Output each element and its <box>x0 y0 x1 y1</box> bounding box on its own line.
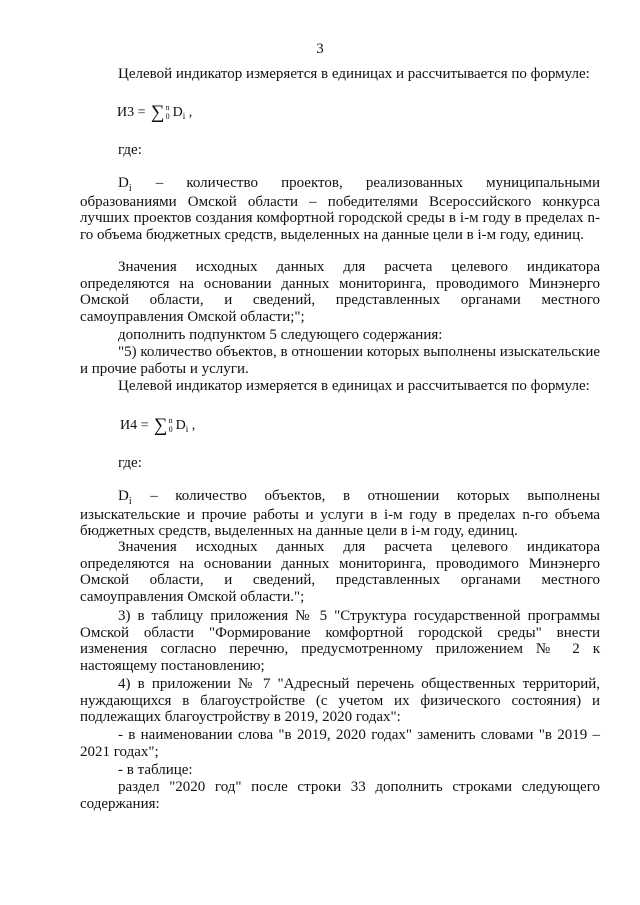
where-label-2: где: <box>118 455 142 471</box>
paragraph-rename-dash: - в наименовании слова "в 2019, 2020 годах" заменить словами "в 2019 – 2021 годах"; <box>80 727 600 760</box>
where-label-1: где: <box>118 142 142 158</box>
definition-di-objects <box>80 488 600 540</box>
formula-subscript: i <box>185 424 189 434</box>
sum-symbol: ∑ <box>154 415 168 436</box>
formula-tail: , <box>188 418 196 433</box>
paragraph-indicator-intro-2: Целевой индикатор измеряется в единицах и рассчитывается по формуле: <box>118 378 590 394</box>
formula-i3 <box>117 102 192 122</box>
paragraph-indicator-intro-1: Целевой индикатор измеряется в единицах и рассчитывается по формуле: <box>118 66 590 82</box>
formula-lhs: И4 = <box>120 418 153 433</box>
sum-limits <box>169 416 173 434</box>
definition-subscript: i <box>128 496 132 507</box>
sum-upper-limit: n <box>168 415 173 425</box>
formula-variable: D <box>172 105 183 120</box>
definition-symbol: D <box>118 175 129 191</box>
formula-subscript: i <box>182 111 186 121</box>
paragraph-section-2020: раздел "2020 год" после строки 33 дополнить строками следующего содержания: <box>80 779 600 812</box>
paragraph-add-subitem: дополнить подпунктом 5 следующего содержания: <box>118 327 443 343</box>
definition-text: – количество проектов, реализованных муниципальными образованиями Омской области – победителями Всероссийского конкурса лучших проектов создания комфортной городской среды в i-м году в пределах n-го объема бюджетных средств, выделенных на данные цели в i-м году, единиц. <box>80 175 600 243</box>
sum-limits <box>166 103 170 121</box>
sum-symbol: ∑ <box>151 102 165 123</box>
sum-lower-limit: 0 <box>165 111 170 121</box>
definition-symbol: D <box>118 488 129 504</box>
sum-upper-limit: n <box>165 102 170 112</box>
formula-tail: , <box>185 105 193 120</box>
page-number: 3 <box>316 41 324 57</box>
formula-variable: D <box>175 418 186 433</box>
definition-text: – количество объектов, в отношении которых выполнены изыскательские и прочие работы и услуги в i-м году в пределах n-го объема бюджетных средств, выделенных на данные цели в i-м году, единиц. <box>80 488 600 540</box>
definition-di-projects <box>80 175 600 243</box>
sum-lower-limit: 0 <box>168 424 173 434</box>
paragraph-subitem-5: "5) количество объектов, в отношении которых выполнены изыскательские и прочие работы и услуги. <box>80 344 600 377</box>
formula-i4 <box>120 415 195 435</box>
paragraph-table-dash: - в таблице: <box>118 762 193 778</box>
definition-subscript: i <box>128 183 132 194</box>
formula-lhs: И3 = <box>117 105 150 120</box>
paragraph-item-4: 4) в приложении № 7 "Адресный перечень общественных территорий, нуждающихся в благоустройстве (с учетом их физического состояния) и подлежащих благоустройству в 2019, 2020 годах": <box>80 676 600 726</box>
paragraph-item-3: 3) в таблицу приложения № 5 "Структура государственной программы Омской области "Формирование комфортной городской среды" внести изменения согласно перечню, предусмотренному приложением № 2 к настоящему постановлению; <box>80 608 600 674</box>
paragraph-source-data-2: Значения исходных данных для расчета целевого индикатора определяются на основании данных мониторинга, проводимого Минэнерго Омской области, и сведений, представленных органами местного самоуправления Омской области."; <box>80 539 600 605</box>
paragraph-source-data-1: Значения исходных данных для расчета целевого индикатора определяются на основании данных мониторинга, проводимого Минэнерго Омской области, и сведений, представленных органами местного самоуправления Омской области;"; <box>80 259 600 325</box>
